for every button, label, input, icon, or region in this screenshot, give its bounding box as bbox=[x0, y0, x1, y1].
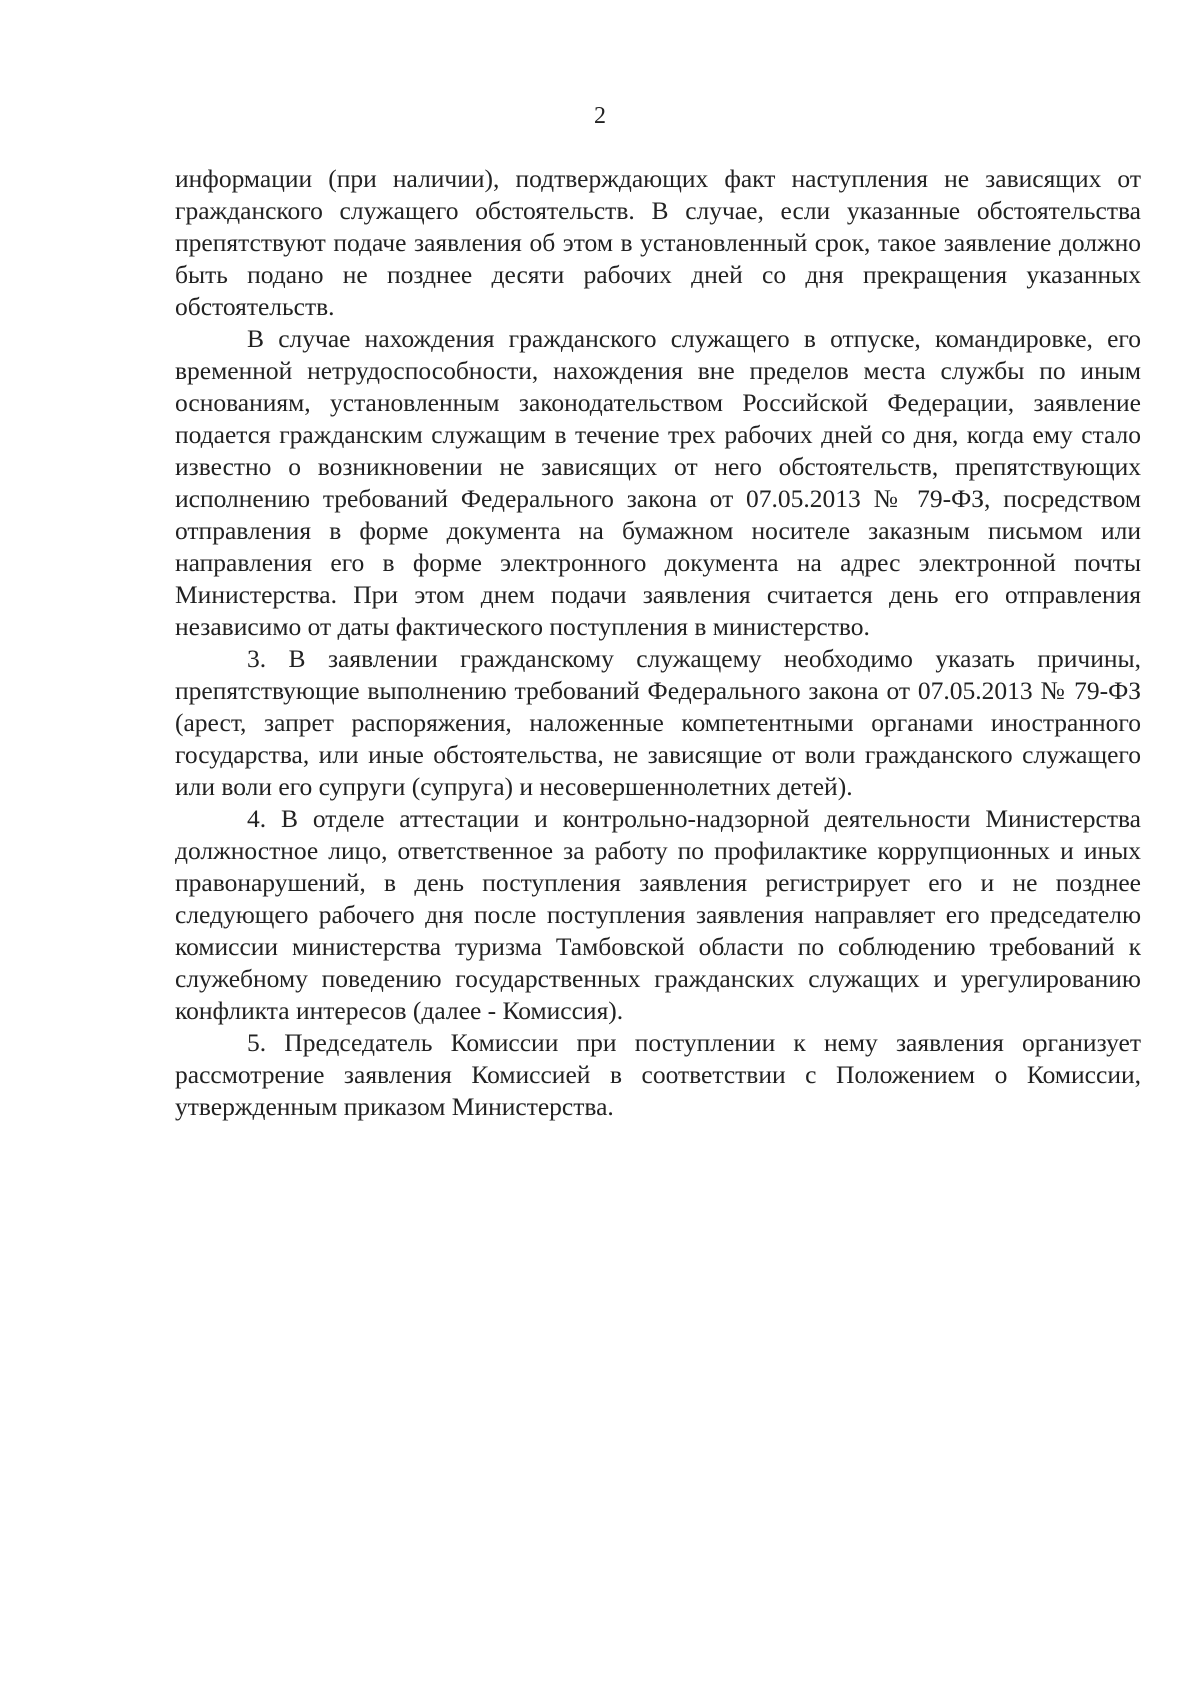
paragraph-item-5: 5. Председатель Комиссии при поступлении к нему заявления организует рассмотрение заявления Комиссией в соответствии с Положением о Комиссии, утвержденным приказом Министерства. bbox=[175, 1028, 1141, 1121]
paragraph-item-4: 4. В отделе аттестации и контрольно-надзорной деятельности Министерства должностное лицо, ответственное за работу по профилактике коррупционных и иных правонарушений, в день поступления заявления регистрирует его и не позднее следующего рабочего дня после поступления заявления направляет его председателю комиссии министерства туризма Тамбовской области по соблюдению требований к служебному поведению государственных гражданских служащих и урегулированию конфликта интересов (далее - Комиссия). bbox=[175, 804, 1141, 1025]
document-body bbox=[175, 163, 1141, 1123]
paragraph-continuation: информации (при наличии), подтверждающих факт наступления не зависящих от гражданского служащего обстоятельств. В случае, если указанные обстоятельства препятствуют подаче заявления об этом в установленный срок, такое заявление должно быть подано не позднее десяти рабочих дней со дня прекращения указанных обстоятельств. bbox=[175, 164, 1141, 321]
paragraph-item-3: 3. В заявлении гражданскому служащему необходимо указать причины, препятствующие выполнению требований Федерального закона от 07.05.2013 № 79-ФЗ (арест, запрет распоряжения, наложенные компетентными органами иностранного государства, или иные обстоятельства, не зависящие от воли гражданского служащего или воли его супруги (супруга) и несовершеннолетних детей). bbox=[175, 644, 1141, 801]
paragraph-absence-case: В случае нахождения гражданского служащего в отпуске, командировке, его временной нетрудоспособности, нахождения вне пределов места службы по иным основаниям, установленным законодательством Российской Федерации, заявление подается гражданским служащим в течение трех рабочих дней со дня, когда ему стало известно о возникновении не зависящих от него обстоятельств, препятствующих исполнению требований Федерального закона от 07.05.2013 № 79-ФЗ, посредством отправления в форме документа на бумажном носителе заказным письмом или направления его в форме электронного документа на адрес электронной почты Министерства. При этом днем подачи заявления считается день его отправления независимо от даты фактического поступления в министерство. bbox=[175, 324, 1141, 641]
page-number: 2 bbox=[594, 103, 606, 129]
